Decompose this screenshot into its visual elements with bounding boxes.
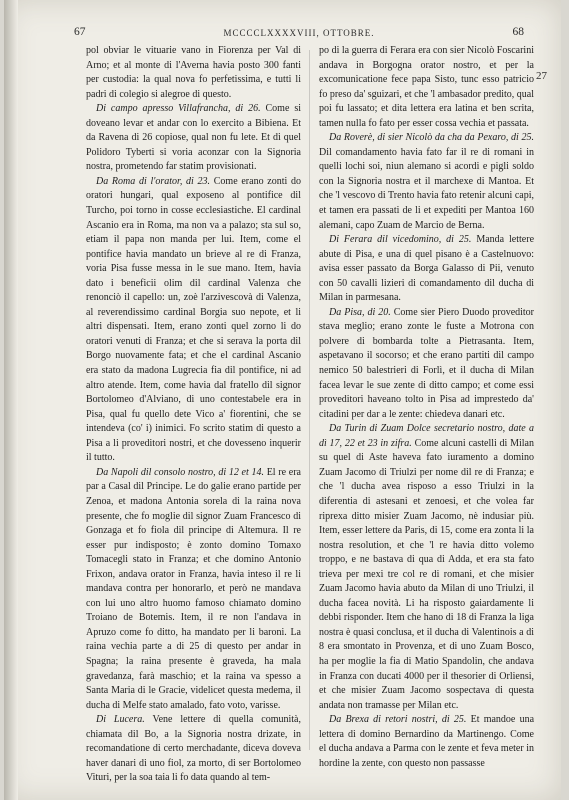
page-number-right: 68 [512,26,524,38]
entry-text: El re era par a Casal dil Principe. Le do galie erano partide per Zenoa, et madona Antonia sorela di la raina nova presente, che fo moglie dil signor Zuam Francesco di Gonzaga et fo fiola dil principe di Altemura. Il re esser pur indisposto; è zonto domino Tomaxo Tomacegli stato in Franza; et che domino Antonio Frixon, andava orator in Franza, havia inteso il re li mandava contra per honorarlo, et però ne mandava con lui uno altro huomo famoso chiamato domino Troiano de Botemis. Item, il re non l'andava in Apruzo come fo ditto, ha mandato per li baroni. La raina vechia parte a di 25 di questo per andar in Spagna; la raina presente è graveda, ha mala gravedanza, farà maschio; et la raina va spesso a Santa Maria di le Gracie, videlicet questa medema, il ducha di Melfe stato amalado, fato voto, varisse. [86,466,301,711]
entry-text: Vene lettere di quella comunità, chiamata dil Bo, a la Signoria nostra drizate, in recomandatione di certo merchadante, diceva doveva haver danari di uno fiol, za morto, di ser Bortolomeo Vituri, per la soa taia li fo data quando al tem- [86,714,301,784]
entry-heading: Da Turin di Zuam Dolce secretario nostro, date a dì 17, 22 et 23 in zifra. [319,423,534,449]
paragraph [86,175,301,466]
entry-heading: Da Roma di l'orator, di 23. [96,175,211,187]
paragraph [86,713,301,786]
page-gutter-shadow [4,0,18,800]
margin-number: 27 [536,70,547,82]
left-column [86,44,301,786]
entry-heading: Da Brexa di retori nostri, di 25. [329,714,467,726]
entry-heading: Da Roverè, di sier Nicolò da cha da Pexaro, di 25. [329,132,534,144]
entry-text: Come erano zonti do oratori hungari, qual exposeno al pontifice dil Turcho, poi torno in cosse ecclesiastiche. El cardinal Ascanio era in Roma, ma non va a palazo; sta sul so, etiam il papa non manda per lui. Item, come el pontifice havia mandato un brieve al re di Franza, voria Pisa fusse messa in le sue mano. Item, havia dato i beneficii olim dil cardinal Valenza che renonciò il capello: un, zoè l'arzivescovà di Valenza, al reverendissimo cardinal Borgia suo nepote, et li altri dispensati. Item, erano zonti quel zorno li do oratori venuti di Franza; et che si serava la porta dil Borgo nuovamente fata; et che el cardinal Ascanio era stato da madona Lugrecia fia dil pontifice, ni ad altro atende. Item, come havia dal fratello dil signor Bortolomeo d'Alviano, di uno contestabele era in Pisa, qual fu quello dete Vico a' fiorentini, che se intendeva (co' i) inimici. Fo scrito statim di questo a Pisa a li proveditori nostri, et che dovesseno inquerir il tutto. [86,175,301,464]
entry-text: Dil comandamento havia fato far il re di romani in quelli lochi soi, niun alemano si acordi e pigli soldo con la Signoria nostra et il marchexe di Mantoa. Et che 'l vescovo di Trento havia fato retenir alcuni capi, et tamen era passati de li et expediti per Mantoa 160 alemani, capo Zuam de Marcio de Berna. [319,146,534,231]
paragraph [319,44,534,131]
book-page [4,0,561,800]
entry-heading: Di Ferara dil vicedomino, di 25. [329,234,472,246]
entry-text: Manda lettere abute di Pisa, e una di quel pisano è a Castelnuovo: avisa esser passato da Borga Galasso di Pii, venuto con 50 cavalli lizieri di comandamento dil ducha di Milan in parmesana. [319,234,535,304]
entry-text: Come sier Piero Duodo proveditor stava meglio; erano zonte le fuste a Motrona con polvere di bombarda tolte a Pietrasanta. Item, aspetavano il socorso; et che erano partiti dil campo nemico 50 balestrieri di Forlì, et il ducha di Milan facea levar le sue zente di ditto campo; et come essi proveditori haveano tolto in Pisa ad imprestedo da' citadini per dar a le zente: chiedeva danari etc. [319,306,535,420]
entry-heading: Da Pisa, di 20. [329,306,391,318]
paragraph [319,422,534,713]
paragraph [86,44,301,102]
paragraph [319,306,534,422]
entry-heading: Di campo apresso Villafrancha, di 26. [96,103,261,115]
entry-text: Come alcuni castelli di Milan su quel di Aste haveva fato iuramento a domino Zuam Jacomo di Triulzi per nome dil re di Franza; e che 'l ducha avea risposo a esso Triulzi in la diferentia di astesani et zenoesi, et che volea far riprexa ditto misier Zuam Jacomo, nè indusiar più. Item, esser lettere da Paris, di 15, come era zonta li la nostra resolution, et che 'l re havia ditto volemo troppo, e ne bastava di qua di Adda, et era sta fato trieva per mexi tre col re di romani, et che misier Zuam Jacomo havia abuto da Milan di uno Triulzi, il ducha facea novità. Li ha risposto gaiardamente li debbi risponder. Item che hano di 18 di Franza la liga nostra è quasi conclusa, et il ducha di Valentinois a di 8 era smontato in Provenza, et di uno Zuam Bosco, ha per moglie la fia di Matio Spandolin, che andava in Franza con ducati 4000 per il thesorier di Orliensi, et che misier Zuam Jacomo sospectava di questa andata non tramasse per Milan etc. [319,437,534,711]
entry-heading: Di Lucera. [96,714,145,726]
paragraph [86,466,301,713]
entry-text: pol obviar le vituarie vano in Fiorenza per Val di Arno; et al monte di l'Averna havia posto 300 fanti per custodia: la qual nova fo perfetissima, e tutti li padri di colegio si alegroe di questo. [86,45,301,100]
paragraph [319,131,534,233]
paragraph [86,102,301,175]
entry-heading: Da Napoli dil consolo nostro, di 12 et 14. [96,466,264,478]
running-title: MCCCCLXXXXVIII, OTTOBRE. [223,28,375,38]
right-column [319,44,534,771]
column-divider [309,50,310,750]
paragraph [319,233,534,306]
paragraph [319,713,534,771]
entry-text: Come si doveano levar et andar con lo exercito a Bibiena. Et da Ravena di 26 copiose, qual non fu lete. Et di quel Polidoro Tyberti si voria aconzar con la Signoria nostra, prometendo far statim provisionati. [86,103,301,173]
entry-text: Et mandoe una lettera di domino Bernardino da Martinengo. Come el ducha andava a Parma con le zente et feva meter in hordine la zente, con questo non passasse [319,714,535,769]
page-number-left: 67 [74,26,86,38]
running-header [74,26,524,42]
entry-text: po di la guerra di Ferara era con sier Nicolò Foscarini andava in Borgogna orator nostro, et per la excomunicatione fece papa Sisto, tunc esso patricio fo preso da' sguizari, et che 'l ambasador predito, qual poi fu lassato; et dita lettera era latina et ben scrita, tamen nulla fo fato per esser cossa vechia et passata. [319,45,534,129]
